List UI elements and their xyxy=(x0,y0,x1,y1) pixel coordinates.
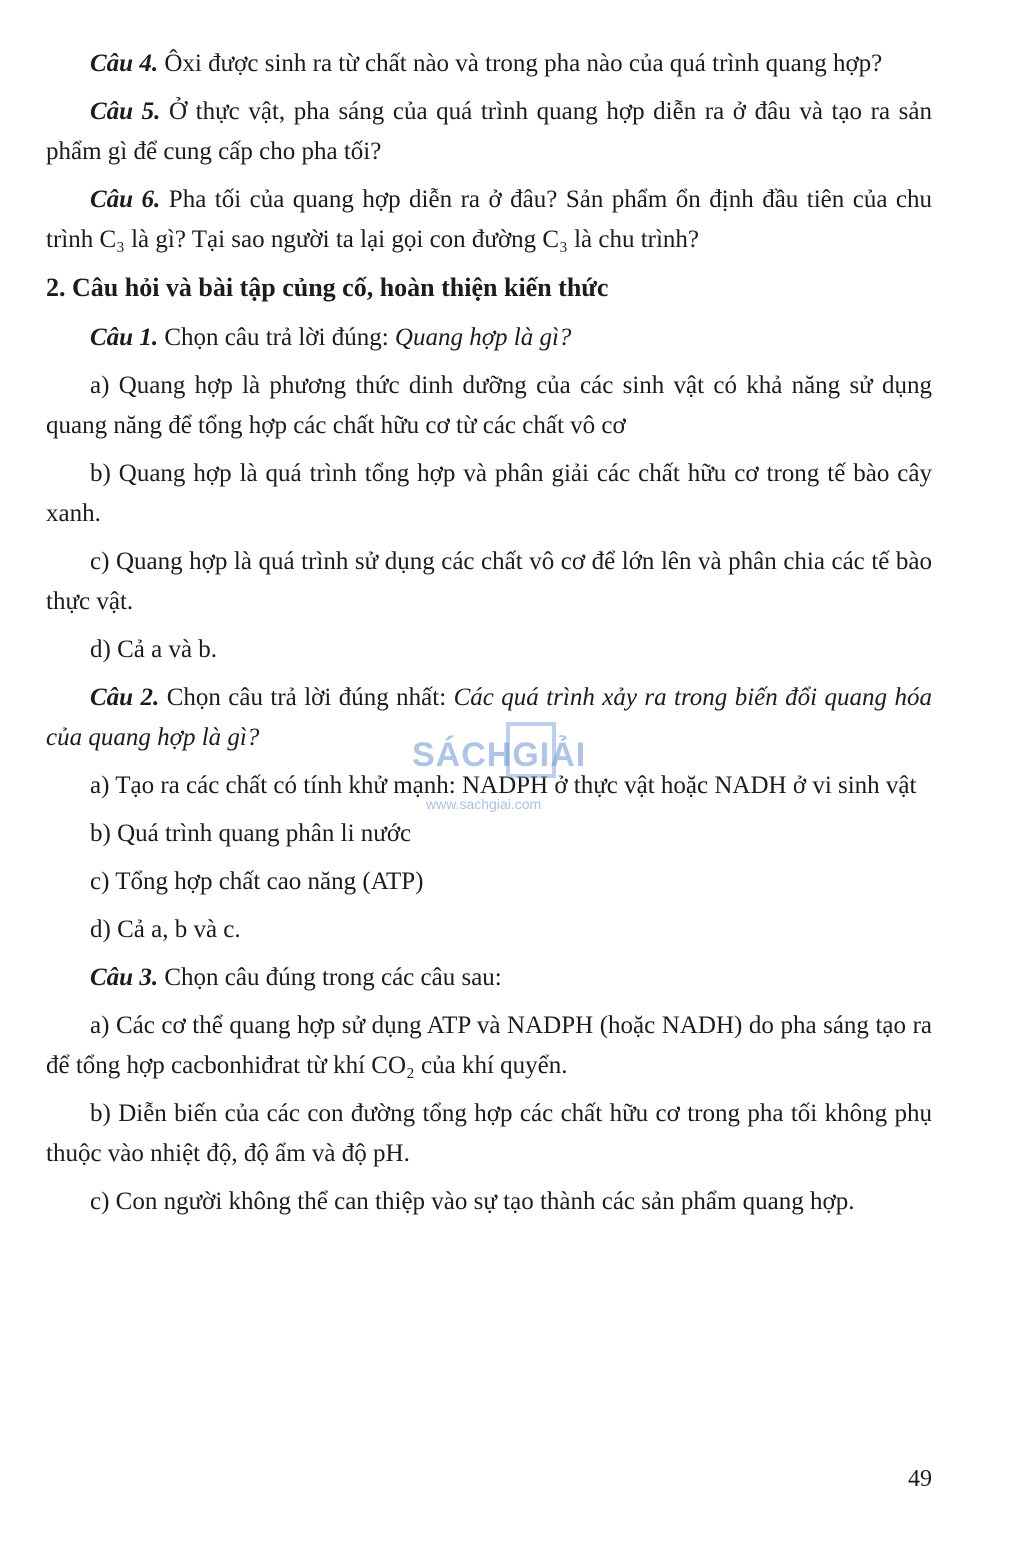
q1-option-d: d) Cả a và b. xyxy=(90,636,218,663)
question-label: Câu 1. xyxy=(90,324,159,351)
question-label: Câu 4. xyxy=(90,50,159,77)
question-text: Ở thực vật, pha sáng của quá trình quang hợp diễn ra ở đâu và tạo ra sản phẩm gì để cung cấp cho pha tối? xyxy=(46,98,932,165)
section-heading: 2. Câu hỏi và bài tập củng cố, hoàn thiện kiến thức xyxy=(46,273,609,302)
q1-option-b: b) Quang hợp là quá trình tổng hợp và phân giải các chất hữu cơ trong tế bào cây xanh. xyxy=(46,460,932,527)
q1-option-c: c) Quang hợp là quá trình sử dụng các chất vô cơ để lớn lên và phân chia các tế bào thực vật. xyxy=(46,548,932,615)
question-4 xyxy=(46,44,932,84)
q2-option-c: c) Tổng hợp chất cao năng (ATP) xyxy=(90,868,424,895)
question-prompt: Chọn câu đúng trong các câu sau: xyxy=(158,964,502,991)
question-1 xyxy=(46,318,932,358)
q3-option-b: b) Diễn biến của các con đường tổng hợp các chất hữu cơ trong pha tối không phụ thuộc vào nhiệt độ, độ ẩm và độ pH. xyxy=(46,1100,932,1167)
question-label: Câu 5. xyxy=(90,98,161,125)
question-prompt-italic: Các quá trình xảy ra trong biến đổi quang hóa của quang hợp là gì? xyxy=(46,684,932,751)
question-6 xyxy=(46,180,932,260)
document-page xyxy=(46,44,932,1230)
q3-option-a: a) Các cơ thể quang hợp sử dụng ATP và NADPH (hoặc NADH) do pha sáng tạo ra để tổng hợp cacbonhiđrat từ khí CO₂ của khí quyển. xyxy=(46,1012,932,1079)
question-label: Câu 2. xyxy=(90,684,160,711)
page-number: 49 xyxy=(908,1466,932,1492)
q2-option-d: d) Cả a, b và c. xyxy=(90,916,241,943)
q2-option-a: a) Tạo ra các chất có tính khử mạnh: NADPH ở thực vật hoặc NADH ở vi sinh vật xyxy=(90,772,917,799)
question-prompt-italic: Quang hợp là gì? xyxy=(394,324,572,351)
question-label: Câu 3. xyxy=(90,964,159,991)
question-prompt: Chọn câu trả lời đúng nhất: xyxy=(159,684,454,711)
q2-option-b: b) Quá trình quang phân li nước xyxy=(90,820,412,847)
watermark-brand: SÁCHGIẢI xyxy=(412,736,587,774)
question-text: Pha tối của quang hợp diễn ra ở đâu? Sản phẩm ổn định đầu tiên của chu trình C₃ là gì? Tại sao người ta lại gọi con đường C₃ là chu trình? xyxy=(46,186,932,253)
q3-option-c: c) Con người không thể can thiệp vào sự tạo thành các sản phẩm quang hợp. xyxy=(90,1188,855,1215)
question-3 xyxy=(46,958,932,998)
question-2 xyxy=(46,678,932,758)
question-label: Câu 6. xyxy=(90,186,161,213)
q1-option-a: a) Quang hợp là phương thức dinh dưỡng của các sinh vật có khả năng sử dụng quang năng để tổng hợp các chất hữu cơ từ các chất vô cơ xyxy=(46,372,932,439)
watermark-url: www.sachgiai.com xyxy=(426,796,542,812)
question-5 xyxy=(46,92,932,172)
question-text: Ôxi được sinh ra từ chất nào và trong pha nào của quá trình quang hợp? xyxy=(158,50,883,77)
question-prompt: Chọn câu trả lời đúng: xyxy=(158,324,395,351)
